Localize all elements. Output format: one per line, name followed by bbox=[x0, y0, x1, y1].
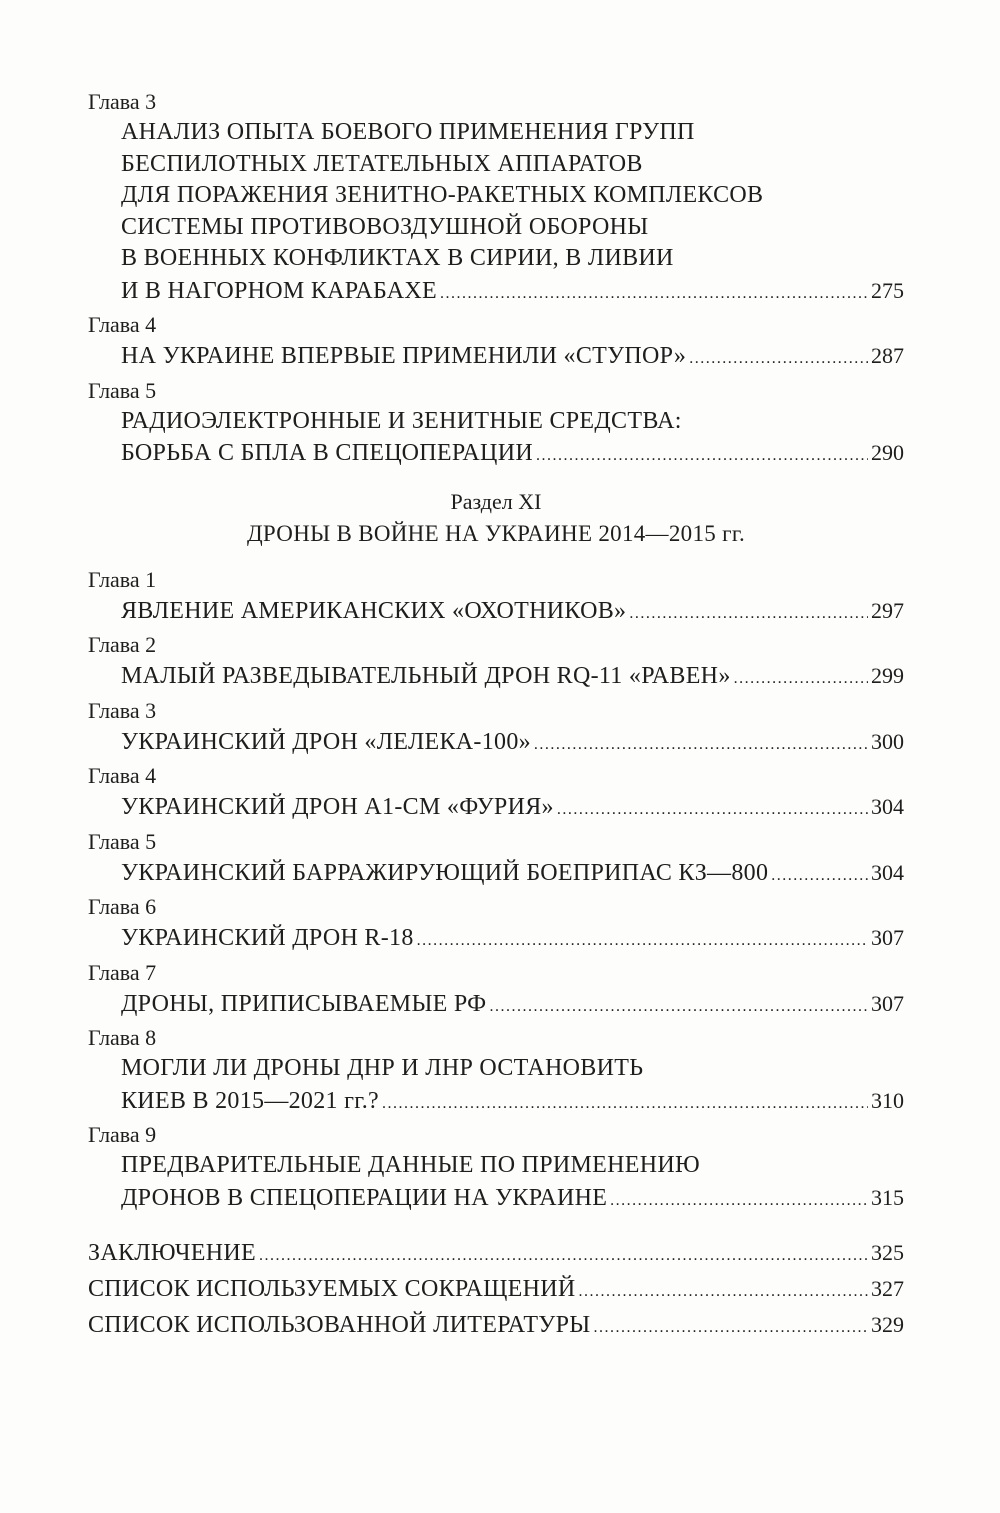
entry-last-line bbox=[88, 791, 904, 826]
entry-title-line: ДЛЯ ПОРАЖЕНИЯ ЗЕНИТНО-РАКЕТНЫХ КОМПЛЕКСОВ bbox=[121, 182, 764, 208]
page-number: 310 bbox=[871, 1087, 904, 1113]
toc-entry bbox=[88, 826, 904, 892]
entry-title-line: БЕСПИЛОТНЫХ ЛЕТАТЕЛЬНЫХ АППАРАТОВ bbox=[121, 150, 643, 177]
entry-title-line: И В НАГОРНОМ КАРАБАХЕ bbox=[121, 277, 438, 304]
dot-leader bbox=[689, 343, 868, 375]
page-number: 297 bbox=[871, 597, 904, 623]
page-number: 290 bbox=[871, 440, 904, 465]
page-number: 329 bbox=[871, 1312, 904, 1337]
entry-title-line: В ВОЕННЫХ КОНФЛИКТАХ В СИРИИ, В ЛИВИИ bbox=[121, 245, 674, 271]
dot-leader bbox=[536, 440, 868, 472]
dot-leader bbox=[557, 794, 868, 826]
entry-last-line bbox=[88, 660, 904, 695]
toc-tail bbox=[88, 1236, 904, 1344]
chapter-label: Глава 3 bbox=[88, 697, 157, 723]
dot-leader bbox=[534, 729, 868, 761]
entry-title-line: НА УКРАИНЕ ВПЕРВЫЕ ПРИМЕНИЛИ «СТУПОР» bbox=[121, 343, 687, 369]
toc-entry bbox=[88, 891, 904, 957]
dot-leader bbox=[629, 598, 868, 630]
entry-last-line bbox=[88, 988, 904, 1023]
tail-entry-title: СПИСОК ИСПОЛЬЗОВАННОЙ ЛИТЕРАТУРЫ bbox=[88, 1312, 591, 1338]
page-number: 307 bbox=[871, 990, 904, 1016]
entry-title-line: УКРАИНСКИЙ БАРРАЖИРУЮЩИЙ БОЕПРИПАС КЗ—800 bbox=[121, 859, 769, 886]
section-label: Раздел XI bbox=[450, 488, 542, 514]
entry-last-line bbox=[88, 340, 904, 375]
dot-leader bbox=[578, 1275, 868, 1308]
entry-last-line bbox=[88, 1182, 904, 1217]
entry-title-line: АНАЛИЗ ОПЫТА БОЕВОГО ПРИМЕНЕНИЯ ГРУПП bbox=[121, 119, 695, 145]
entry-title-line: УКРАИНСКИЙ ДРОН А1-СМ «ФУРИЯ» bbox=[121, 794, 554, 820]
toc-page bbox=[88, 86, 904, 1344]
dot-leader bbox=[610, 1185, 868, 1217]
tail-entry bbox=[88, 1272, 904, 1308]
page-number: 327 bbox=[871, 1276, 904, 1301]
dot-leader bbox=[734, 663, 868, 695]
page-number: 275 bbox=[871, 277, 904, 303]
dot-leader bbox=[382, 1088, 868, 1120]
dot-leader bbox=[593, 1311, 868, 1344]
toc-entry bbox=[88, 695, 904, 761]
tail-entry bbox=[88, 1236, 904, 1272]
page-number: 300 bbox=[871, 728, 904, 754]
toc-entry bbox=[88, 375, 904, 472]
toc-entry bbox=[88, 564, 904, 630]
entry-title-line: УКРАИНСКИЙ ДРОН «ЛЕЛЕКА-100» bbox=[121, 728, 531, 755]
entry-title-line: КИЕВ В 2015—2021 гг.? bbox=[121, 1087, 379, 1114]
entry-title-line: РАДИОЭЛЕКТРОННЫЕ И ЗЕНИТНЫЕ СРЕДСТВА: bbox=[121, 407, 682, 434]
entry-last-line bbox=[88, 595, 904, 630]
section-heading bbox=[88, 486, 904, 550]
chapter-label: Глава 4 bbox=[88, 312, 157, 337]
entry-title-line: МОГЛИ ЛИ ДРОНЫ ДНР И ЛНР ОСТАНОВИТЬ bbox=[121, 1055, 644, 1081]
tail-entry bbox=[88, 1308, 904, 1344]
page-number: 304 bbox=[871, 859, 904, 885]
page-number: 287 bbox=[871, 343, 904, 368]
entry-last-line bbox=[88, 726, 904, 761]
entry-last-line bbox=[88, 275, 904, 310]
dot-leader bbox=[440, 278, 868, 310]
toc-entry bbox=[88, 629, 904, 695]
toc-entry bbox=[88, 760, 904, 826]
chapter-label: Глава 1 bbox=[88, 566, 157, 592]
entry-title-line: ЯВЛЕНИЕ АМЕРИКАНСКИХ «ОХОТНИКОВ» bbox=[121, 597, 627, 624]
entry-title-line: ДРОНОВ В СПЕЦОПЕРАЦИИ НА УКРАИНЕ bbox=[121, 1184, 608, 1211]
entry-title-line: БОРЬБА С БПЛА В СПЕЦОПЕРАЦИИ bbox=[121, 440, 533, 466]
chapter-label: Глава 8 bbox=[88, 1025, 157, 1050]
entry-title-line: ДРОНЫ, ПРИПИСЫВАЕМЫЕ РФ bbox=[121, 990, 487, 1017]
chapter-label: Глава 5 bbox=[88, 377, 157, 403]
chapter-label: Глава 5 bbox=[88, 828, 157, 854]
entry-title-line: ПРЕДВАРИТЕЛЬНЫЕ ДАННЫЕ ПО ПРИМЕНЕНИЮ bbox=[121, 1152, 700, 1178]
toc-entry bbox=[88, 86, 904, 309]
dot-leader bbox=[489, 991, 868, 1023]
tail-entry-title: СПИСОК ИСПОЛЬЗУЕМЫХ СОКРАЩЕНИЙ bbox=[88, 1276, 576, 1302]
entry-title-line: СИСТЕМЫ ПРОТИВОВОЗДУШНОЙ ОБОРОНЫ bbox=[121, 213, 649, 240]
page-number: 304 bbox=[871, 794, 904, 819]
entry-last-line bbox=[88, 1085, 904, 1120]
toc-entry bbox=[88, 309, 904, 375]
dot-leader bbox=[417, 925, 868, 957]
toc-entry bbox=[88, 1022, 904, 1119]
toc-entry bbox=[88, 957, 904, 1023]
chapter-label: Глава 4 bbox=[88, 763, 157, 788]
entry-title-line: УКРАИНСКИЙ ДРОН R-18 bbox=[121, 925, 414, 951]
chapter-label: Глава 9 bbox=[88, 1122, 157, 1147]
chapter-label: Глава 6 bbox=[88, 894, 157, 919]
entry-title-line: МАЛЫЙ РАЗВЕДЫВАТЕЛЬНЫЙ ДРОН RQ-11 «РАВЕН» bbox=[121, 663, 731, 689]
tail-entry-title: ЗАКЛЮЧЕНИЕ bbox=[88, 1240, 256, 1266]
toc-entry bbox=[88, 1119, 904, 1216]
chapter-label: Глава 3 bbox=[88, 89, 157, 114]
page-number: 299 bbox=[871, 663, 904, 688]
chapter-label: Глава 7 bbox=[88, 959, 157, 985]
page-number: 315 bbox=[871, 1184, 904, 1210]
section-title: ДРОНЫ В ВОЙНЕ НА УКРАИНЕ 2014—2015 гг. bbox=[246, 520, 746, 546]
page-number: 325 bbox=[871, 1240, 904, 1265]
entry-last-line bbox=[88, 857, 904, 892]
dot-leader bbox=[259, 1239, 868, 1272]
dot-leader bbox=[771, 860, 868, 892]
chapter-label: Глава 2 bbox=[88, 632, 157, 657]
page-number: 307 bbox=[871, 925, 904, 950]
entry-last-line bbox=[88, 922, 904, 957]
entry-last-line bbox=[88, 437, 904, 472]
